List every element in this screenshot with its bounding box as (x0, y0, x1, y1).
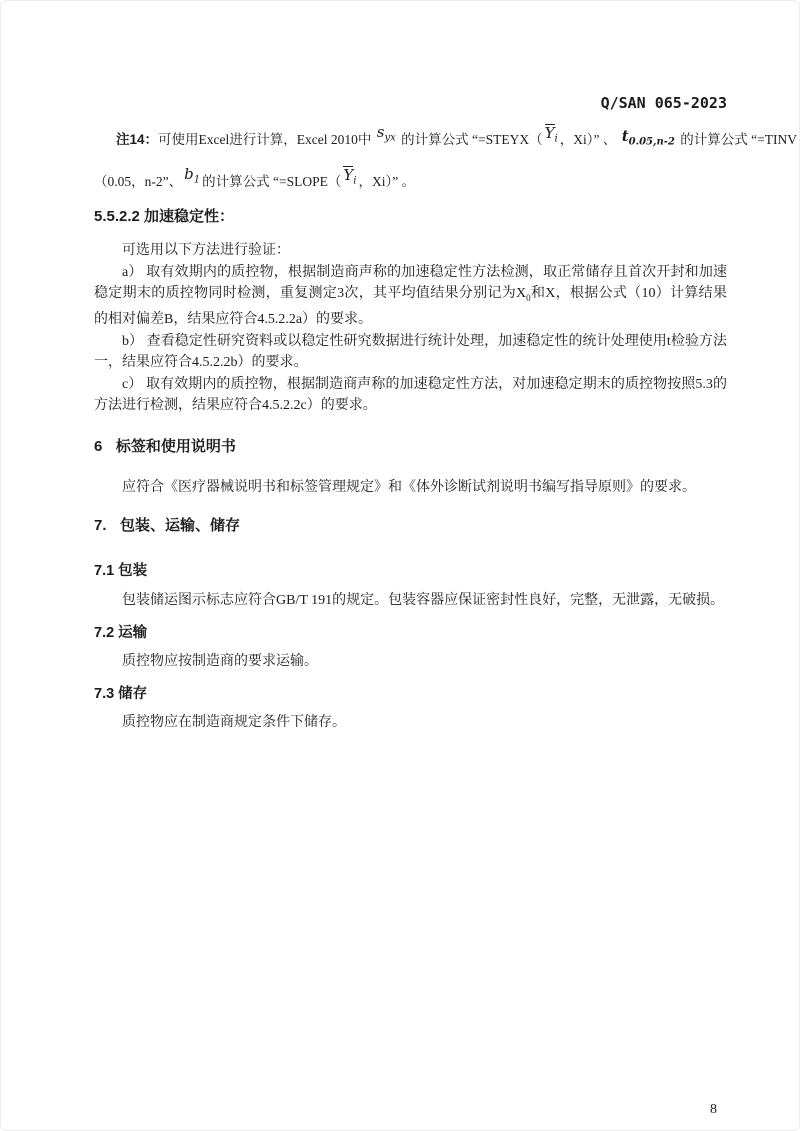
formula-t-stat (622, 129, 675, 148)
page-content (94, 1, 797, 734)
heading-7-1: 7.1 包装 (94, 563, 148, 580)
document-header (94, 1, 727, 112)
formula-ybar-subscript: i (554, 133, 558, 145)
formula-syx (377, 125, 396, 144)
formula-t-subscript: 0.05,n-2 (628, 136, 675, 148)
section-7-title: 包装、运输、储存 (120, 517, 241, 535)
paragraph-7-3: 质控物应在制造商规定条件下储存。 (122, 715, 346, 731)
heading-7-2: 7.2 运输 (94, 624, 148, 641)
note-line-1 (94, 119, 797, 161)
formula-ybar-base: Y (343, 166, 354, 184)
formula-t-base: t (621, 127, 629, 145)
formula-syx-subscript: yx (384, 132, 396, 144)
note-label: 注14： (116, 132, 159, 147)
heading-5-5-2-2: 5.5.2.2 加速稳定性： (94, 208, 235, 225)
note-text-6: 的计算公式 “=SLOPE（ (202, 174, 342, 189)
formula-ybar-i (545, 124, 558, 145)
formula-ybar-subscript: i (353, 175, 357, 187)
formula-syx-base: s (376, 123, 385, 141)
note-text-1: 可使用Excel进行计算，Excel 2010中 (158, 132, 372, 147)
formula-b1-base: b (184, 165, 194, 183)
paragraph-section-6: 应符合《医疗器械说明书和标签管理规定》和《体外诊断试剂说明书编写指导原则》的要求。 (122, 479, 696, 495)
paragraph-7-1: 包装储运图示标志应符合GB/T 191的规定。包装容器应保证密封性良好，完整，无泄露，无破损。 (122, 593, 725, 609)
standard-code: Q/SAN 065-2023 (600, 94, 727, 112)
section-6-number: 6 (94, 437, 103, 455)
heading-section-7 (94, 516, 727, 536)
item-a-text: a） 取有效期内的质控物，根据制造商声称的加速稳定性方法检测，取正常储存且首次开封和加速稳定期末的质控物同时检测，重复测定3次，其平均值结果分别记为X (94, 264, 727, 301)
paragraph-item-a (94, 262, 727, 331)
note-text-7: ，Xi）” 。 (358, 174, 416, 189)
section-6-title: 标签和使用说明书 (115, 437, 236, 455)
note-text-3: ，Xi）” 、 (559, 132, 617, 147)
paragraph-item-b: b） 查看稳定性研究资料或以稳定性研究数据进行统计处理，加速稳定性的统计处理使用t检验方法一，结果应符合4.5.2.2b）的要求。 (94, 333, 727, 371)
paragraph-verification-intro: 可选用以下方法进行验证： (122, 243, 290, 258)
formula-ybar-base: Y (544, 124, 555, 142)
paragraph-7-2: 质控物应按制造商的要求运输。 (122, 653, 318, 669)
formula-b1-subscript: 1 (193, 174, 201, 186)
item-a-text-cont: 和X，根据公式（10）计算结果的相对偏差B，结果应符合4.5.2.2a）的要求。 (94, 286, 727, 328)
heading-7-3: 7.3 储存 (94, 686, 148, 703)
note-line-2 (94, 161, 727, 203)
note-text-5: （0.05，n-2”、 (94, 174, 183, 189)
note-14 (94, 119, 797, 203)
paragraph-item-c: c） 取有效期内的质控物，根据制造商声称的加速稳定性方法，对加速稳定期末的质控物按照5.3的方法进行检测，结果应符合4.5.2.2c）的要求。 (94, 376, 727, 414)
note-text-4: 的计算公式 “=TINV (680, 132, 797, 147)
page-number: 8 (710, 1102, 717, 1117)
note-text-2: 的计算公式 “=STEYX（ (401, 132, 543, 147)
x0-subscript: 0 (526, 292, 531, 303)
heading-section-6 (94, 437, 727, 457)
formula-ybar-i (343, 166, 356, 187)
section-7-number: 7. (94, 517, 107, 535)
formula-b1 (184, 167, 200, 186)
